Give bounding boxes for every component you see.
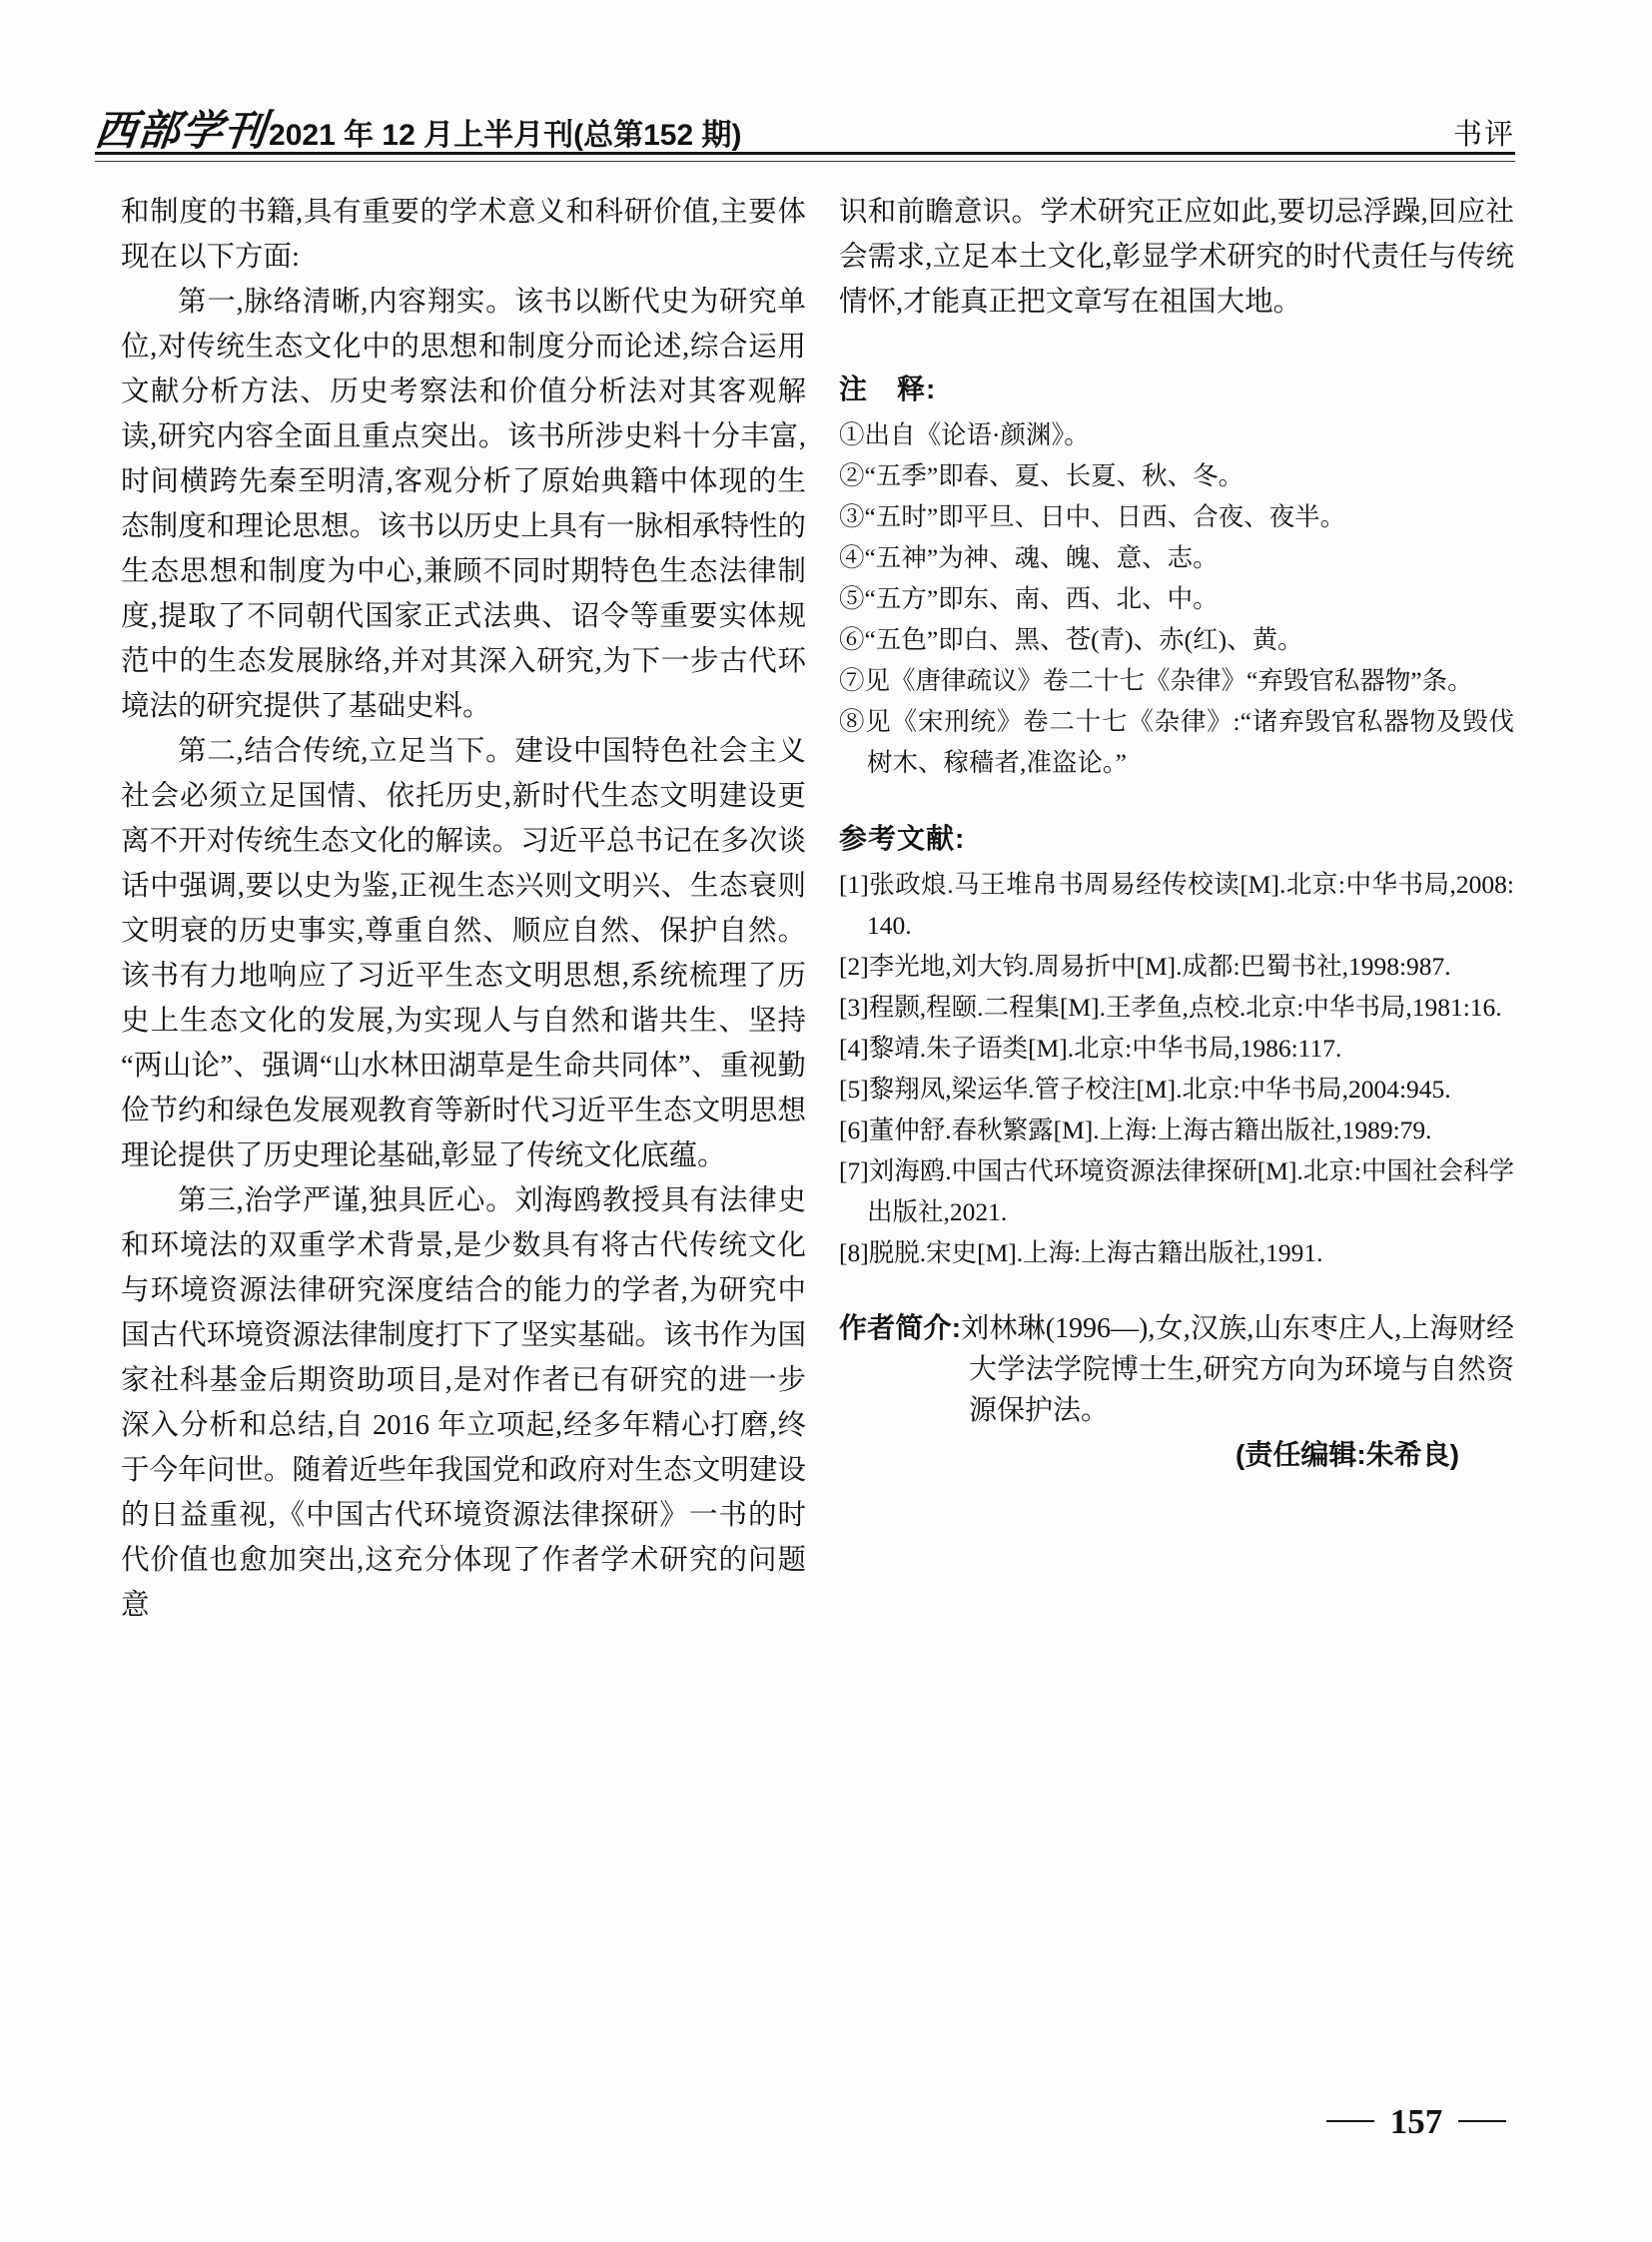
reference-item: [7]刘海鸥.中国古代环境资源法律探研[M].北京:中国社会科学出版社,2021. bbox=[839, 1156, 1514, 1226]
reference-item: [1]张政烺.马王堆帛书周易经传校读[M].北京:中华书局,2008:140. bbox=[839, 870, 1514, 940]
reference-item: [6]董仲舒.春秋繁露[M].上海:上海古籍出版社,1989:79. bbox=[839, 1116, 1432, 1144]
footer-dash-right-icon bbox=[1458, 2120, 1506, 2122]
section-label: 书评 bbox=[1452, 119, 1515, 152]
page-header bbox=[92, 106, 1515, 155]
note-item: ⑧见《宋刑统》卷二十七《杂律》:“诸弃毁官私器物及毁伐树木、稼穑者,准盗论。” bbox=[839, 707, 1514, 777]
paragraph-third-point: 第三,治学严谨,独具匠心。刘海鸥教授具有法律史和环境法的双重学术背景,是少数具有将古代传统文化与环境资源法律研究深度结合的能力的学者,为研究中国古代环境资源法律制度打下了坚实基础。该书作为国家社科基金后期资助项目,是对作者已有研究的进一步深入分析和总结,自 2016 年立项起,经多年精心打磨,终于今年问世。随着近些年我国党和政府对生态文明建设的日益重视,《中国古代环境资源法律探研》一书的时代价值也愈加突出,这充分体现了作者学术研究的问题意 bbox=[121, 1185, 806, 1621]
issue-info: 2021 年 12 月上半月刊(总第152 期) bbox=[269, 119, 742, 152]
journal-logo: 西部学刊 bbox=[92, 106, 270, 155]
header-rule-thick bbox=[95, 152, 1515, 155]
editor-note: (责任编辑:朱希良) bbox=[1236, 1439, 1459, 1470]
note-item: ②“五季”即春、夏、长夏、秋、冬。 bbox=[839, 461, 1244, 490]
paragraph-second-point: 第二,结合传统,立足当下。建设中国特色社会主义社会必须立足国情、依托历史,新时代生态文明建设更离不开对传统生态文化的解读。习近平总书记在多次谈话中强调,要以史为鉴,正视生态兴则文明兴、生态衰则文明衰的历史事实,尊重自然、顺应自然、保护自然。该书有力地响应了习近平生态文明思想,系统梳理了历史上生态文化的发展,为实现人与自然和谐共生、坚持“两山论”、强调“山水林田湖草是生命共同体”、重视勤俭节约和绿色发展观教育等新时代习近平生态文明思想理论提供了历史理论基础,彰显了传统文化底蕴。 bbox=[121, 736, 806, 1171]
note-item: ⑥“五色”即白、黑、苍(青)、赤(红)、黄。 bbox=[839, 625, 1303, 654]
article-body bbox=[121, 190, 1514, 1628]
footer-dash-left-icon bbox=[1326, 2120, 1374, 2122]
left-column bbox=[121, 190, 806, 1628]
header-rule-thin bbox=[95, 161, 1515, 162]
reference-item: [3]程颢,程颐.二程集[M].王孝鱼,点校.北京:中华书局,1981:16. bbox=[839, 993, 1502, 1022]
page-number: 157 bbox=[1389, 2101, 1443, 2141]
reference-item: [2]李光地,刘大钧.周易折中[M].成都:巴蜀书社,1998:987. bbox=[839, 952, 1451, 981]
note-item: ⑦见《唐律疏议》卷二十七《杂律》“弃毁官私器物”条。 bbox=[839, 666, 1473, 695]
reference-item: [5]黎翔凤,梁运华.管子校注[M].北京:中华书局,2004:945. bbox=[839, 1075, 1451, 1104]
paragraph-conclusion: 识和前瞻意识。学术研究正应如此,要切忌浮躁,回应社会需求,立足本土文化,彰显学术研究的时代责任与传统情怀,才能真正把文章写在祖国大地。 bbox=[839, 197, 1514, 318]
note-item: ⑤“五方”即东、南、西、北、中。 bbox=[839, 584, 1219, 613]
paragraph-first-point: 第一,脉络清晰,内容翔实。该书以断代史为研究单位,对传统生态文化中的思想和制度分而论述,综合运用文献分析方法、历史考察法和价值分析法对其客观解读,研究内容全面且重点突出。该书所涉史料十分丰富,时间横跨先秦至明清,客观分析了原始典籍中体现的生态制度和理论思想。该书以历史上具有一脉相承特性的生态思想和制度为中心,兼顾不同时期特色生态法律制度,提取了不同朝代国家正式法典、诏令等重要实体规范中的生态发展脉络,并对其深入研究,为下一步古代环境法的研究提供了基础史料。 bbox=[121, 287, 806, 722]
reference-item: [8]脱脱.宋史[M].上海:上海古籍出版社,1991. bbox=[839, 1238, 1323, 1267]
note-item: ④“五神”为神、魂、魄、意、志。 bbox=[839, 543, 1219, 572]
author-bio-label: 作者简介: bbox=[839, 1312, 962, 1343]
paragraph-continuation: 和制度的书籍,具有重要的学术意义和科研价值,主要体现在以下方面: bbox=[121, 197, 806, 273]
right-column bbox=[839, 190, 1514, 1628]
author-bio bbox=[839, 1307, 1514, 1431]
reference-item: [4]黎靖.朱子语类[M].北京:中华书局,1986:117. bbox=[839, 1034, 1342, 1063]
notes-list bbox=[839, 414, 1514, 783]
note-item: ③“五时”即平旦、日中、日西、合夜、夜半。 bbox=[839, 502, 1346, 531]
notes-heading: 注 释: bbox=[839, 374, 937, 404]
page-footer bbox=[1266, 2097, 1566, 2145]
references-list bbox=[839, 864, 1514, 1273]
note-item: ①出自《论语·颜渊》。 bbox=[839, 420, 1090, 449]
author-bio-text: 刘林琳(1996—),女,汉族,山东枣庄人,上海财经大学法学院博士生,研究方向为环境与自然资源保护法。 bbox=[961, 1313, 1514, 1426]
references-heading: 参考文献: bbox=[839, 823, 966, 854]
